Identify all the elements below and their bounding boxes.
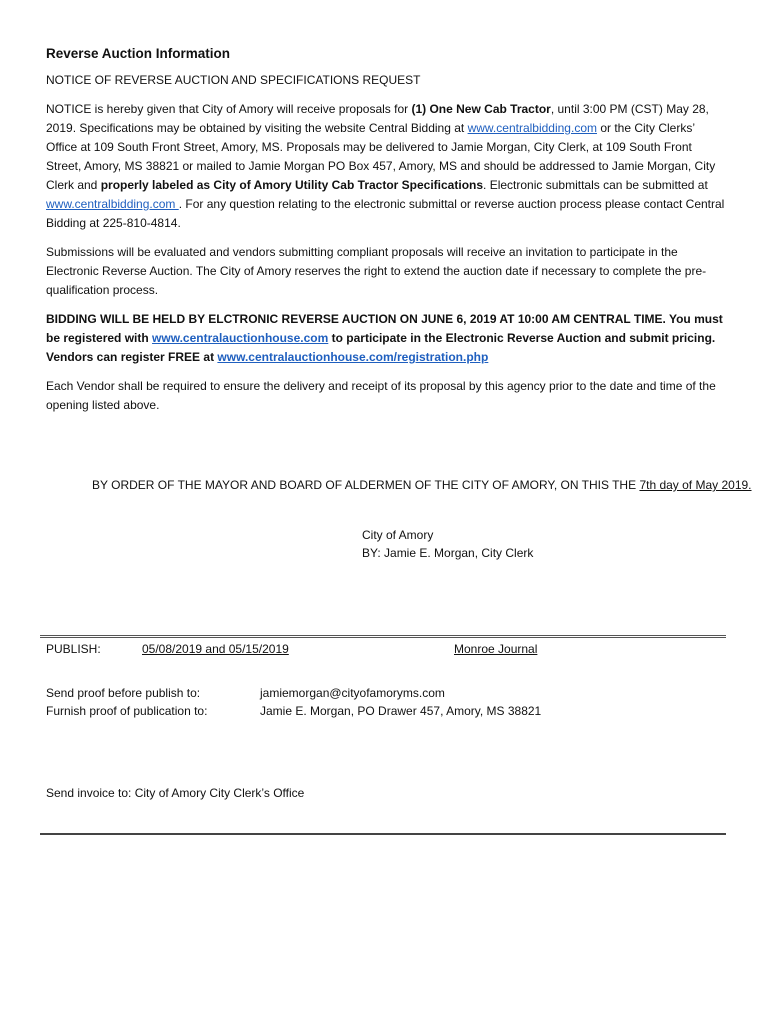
p1-bold-label: properly labeled as City of Amory Utility Cab Tractor Specifications — [100, 178, 484, 192]
publish-paper: Monroe Journal — [454, 642, 538, 656]
publish-label: PUBLISH: — [46, 642, 101, 656]
signature-city: City of Amory — [362, 528, 434, 542]
document-title: Reverse Auction Information — [46, 46, 231, 61]
invoice-line: Send invoice to: City of Amory City Clerk’s Office — [46, 786, 305, 800]
proof-send-label: Send proof before publish to: — [46, 686, 201, 700]
p1-bold-item: (1) One New Cab Tractor — [411, 102, 551, 116]
notice-paragraph-4: Each Vendor shall be required to ensure the delivery and receipt of its proposal by this agency prior to the date and time of the opening listed above. — [46, 379, 716, 412]
signature-clerk: BY: Jamie E. Morgan, City Clerk — [362, 546, 534, 560]
publish-dates: 05/08/2019 and 05/15/2019 — [142, 642, 289, 656]
p1-text-5: . For any question relating to the electronic submittal or reverse auction process please contact Central Bidding at 225-810-4814. — [46, 197, 725, 230]
p1-text-2: , until 3:00 PM (CST) May 28, 2019. Specifications may be obtained by visiting the website Central Bidding at — [46, 102, 709, 135]
notice-paragraph-1 — [46, 100, 726, 233]
notice-body — [46, 46, 726, 425]
proof-furnish-label: Furnish proof of publication to: — [46, 704, 208, 718]
central-bidding-link-2[interactable]: www.centralbidding.com — [46, 197, 179, 211]
proof-block — [46, 686, 726, 722]
order-text: BY ORDER OF THE MAYOR AND BOARD OF ALDERMEN OF THE CITY OF AMORY, ON THIS THE — [92, 478, 640, 492]
proof-furnish-row — [46, 704, 726, 722]
p3-bold-1: BIDDING WILL BE HELD BY ELCTRONIC REVERSE AUCTION ON JUNE 6, 2019 AT 10:00 AM CENTRAL TIME. You must be registered with — [46, 312, 723, 345]
central-bidding-link[interactable]: www.centralbidding.com — [467, 121, 597, 135]
section-divider-bottom — [40, 833, 726, 835]
p1-text-4: . Electronic submittals can be submitted at — [483, 178, 708, 192]
signature-block — [362, 526, 533, 562]
order-date: 7th day of May 2019. — [639, 478, 752, 492]
p1-text-3: or the City Clerks’ Office at 109 South Front Street, Amory, MS. Proposals may be delivered to Jamie Morgan, City Clerk, at 109 South Front Street, Amory, MS 38821 or mailed to Jamie Morgan PO Box 457, Amory, MS and should be addressed to Jamie Morgan, City Clerk and — [46, 121, 716, 192]
section-divider-top — [40, 635, 726, 638]
notice-paragraph-2: Submissions will be evaluated and vendors submitting compliant proposals will receive an invitation to participate in the Electronic Reverse Auction. The City of Amory reserves the right to extend the auction date if necessary to complete the pre-qualification process. — [46, 245, 707, 297]
proof-furnish-address: Jamie E. Morgan, PO Drawer 457, Amory, MS 38821 — [260, 704, 542, 718]
central-auction-house-link[interactable]: www.centralauctionhouse.com — [152, 331, 329, 345]
publish-row — [46, 642, 726, 662]
notice-subtitle: NOTICE OF REVERSE AUCTION AND SPECIFICATIONS REQUEST — [46, 73, 421, 87]
p1-text-1: NOTICE is hereby given that City of Amory will receive proposals for — [46, 102, 412, 116]
p3-bold-2: to participate in the Electronic Reverse Auction and submit pricing. Vendors can register FREE at — [46, 331, 716, 364]
proof-send-row — [46, 686, 726, 704]
notice-paragraph-3 — [46, 310, 726, 367]
registration-link[interactable]: www.centralauctionhouse.com/registration.php — [217, 350, 489, 364]
proof-send-email: jamiemorgan@cityofamoryms.com — [260, 686, 445, 700]
order-line — [92, 478, 752, 492]
